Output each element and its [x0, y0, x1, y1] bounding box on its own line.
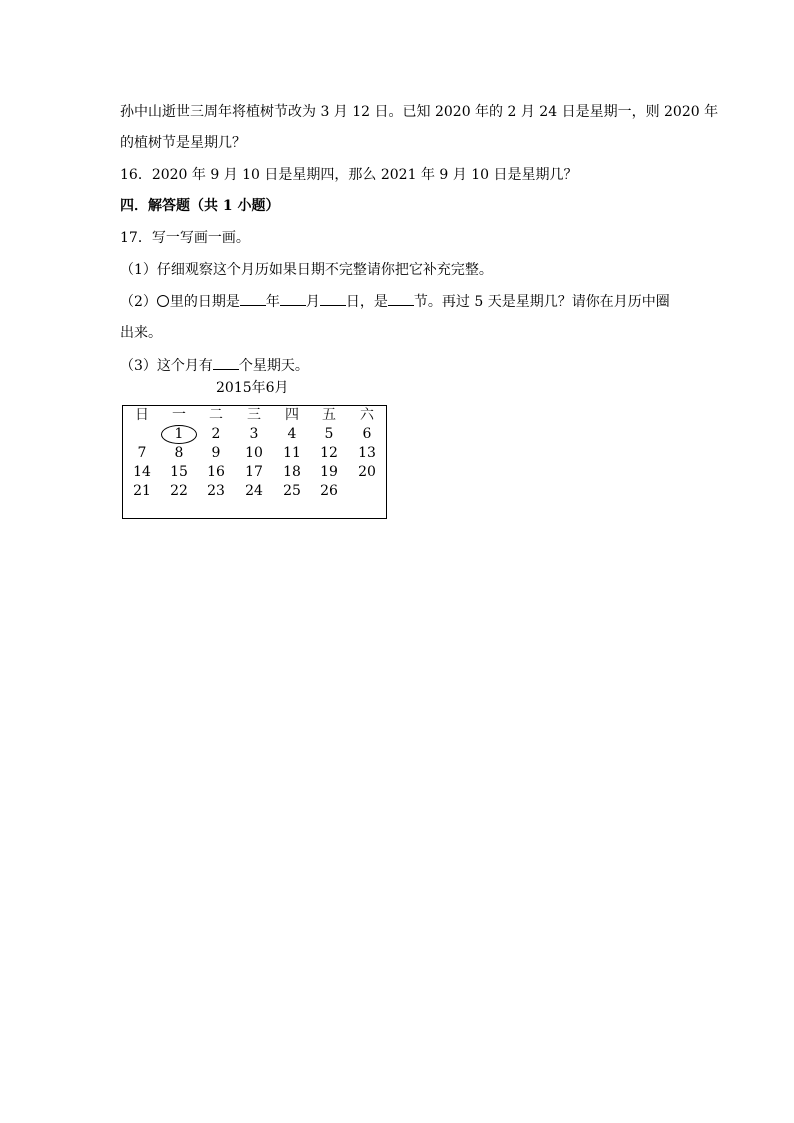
q17-part3-prefix: （3）这个月有 — [120, 358, 213, 374]
calendar-empty-cell[interactable] — [349, 482, 385, 501]
calendar-day[interactable]: 2 — [211, 426, 221, 442]
calendar-day[interactable]: 24 — [245, 483, 263, 499]
sundays-blank[interactable] — [213, 355, 239, 370]
calendar-day[interactable]: 6 — [362, 426, 372, 442]
q17-title: 17．写一写画一画。 — [120, 230, 250, 246]
calendar-day[interactable]: 26 — [320, 483, 338, 499]
calendar-day[interactable]: 14 — [133, 464, 151, 480]
q17-part2-text-b: 年 — [265, 294, 280, 310]
year-blank[interactable] — [240, 291, 266, 306]
q17-part2-text-e: 节。再过 5 天是星期几？请你在月历中圈 — [413, 294, 670, 310]
calendar-day[interactable]: 22 — [170, 483, 188, 499]
calendar-day[interactable]: 23 — [207, 483, 225, 499]
q15-line-1: 孙中山逝世三周年将植树节改为 3 月 12 日。已知 2020 年的 2 月 24 日是星期一，则 2020 年 — [120, 104, 719, 120]
section-heading: 四．解答题（共 1 小题） — [120, 198, 280, 214]
circled-date-ring — [161, 425, 197, 444]
calendar-weekday-header: 日 — [135, 407, 149, 423]
calendar-day[interactable]: 12 — [320, 445, 338, 461]
calendar-day[interactable]: 8 — [174, 445, 184, 461]
calendar-day[interactable]: 4 — [287, 426, 297, 442]
q17-part2-text-a: 里的日期是 — [169, 294, 240, 310]
calendar-day[interactable]: 3 — [249, 426, 259, 442]
q17-part2-continued: 出来。 — [120, 325, 162, 341]
calendar-day[interactable]: 17 — [245, 464, 263, 480]
calendar-day[interactable]: 1 — [174, 426, 184, 442]
day-blank[interactable] — [320, 291, 346, 306]
calendar-day[interactable]: 21 — [133, 483, 151, 499]
calendar-empty-cell[interactable] — [124, 425, 160, 444]
calendar-day[interactable]: 11 — [283, 445, 301, 461]
calendar-day[interactable]: 25 — [283, 483, 301, 499]
calendar-day[interactable]: 19 — [320, 464, 338, 480]
calendar-weekday-header: 一 — [172, 407, 186, 423]
q17-part2-text-d: 日，是 — [345, 294, 388, 310]
calendar-day[interactable]: 16 — [207, 464, 225, 480]
calendar-weekday-header: 六 — [360, 407, 374, 423]
month-blank[interactable] — [280, 291, 306, 306]
calendar-day[interactable]: 5 — [324, 426, 334, 442]
calendar-day[interactable]: 18 — [283, 464, 301, 480]
calendar-day[interactable]: 9 — [211, 445, 221, 461]
festival-blank[interactable] — [388, 291, 414, 306]
q17-part2-prefix: （2） — [120, 294, 157, 310]
calendar-day[interactable]: 10 — [245, 445, 263, 461]
q17-part2 — [120, 291, 670, 311]
q16-text: 16．2020 年 9 月 10 日是星期四，那么 2021 年 9 月 10 日是星期几？ — [120, 167, 578, 183]
q17-part2-text-c: 月 — [305, 294, 320, 310]
q17-part3-suffix: 个星期天。 — [238, 358, 309, 374]
circle-icon — [157, 295, 169, 307]
calendar-box — [122, 405, 387, 519]
calendar-weekday-header: 五 — [322, 407, 336, 423]
calendar-day[interactable]: 7 — [137, 445, 147, 461]
calendar-weekday-header: 四 — [285, 407, 299, 423]
q17-part3 — [120, 355, 309, 375]
calendar-day[interactable]: 20 — [358, 464, 376, 480]
calendar-weekday-header: 三 — [247, 407, 261, 423]
calendar-day[interactable]: 13 — [358, 445, 376, 461]
calendar-weekday-header: 二 — [209, 407, 223, 423]
calendar-title: 2015年6月 — [216, 380, 289, 396]
calendar-day[interactable]: 15 — [170, 464, 188, 480]
q15-line-2: 的植树节是星期几？ — [120, 135, 246, 151]
q17-part1: （1）仔细观察这个月历如果日期不完整请你把它补充完整。 — [120, 262, 493, 278]
